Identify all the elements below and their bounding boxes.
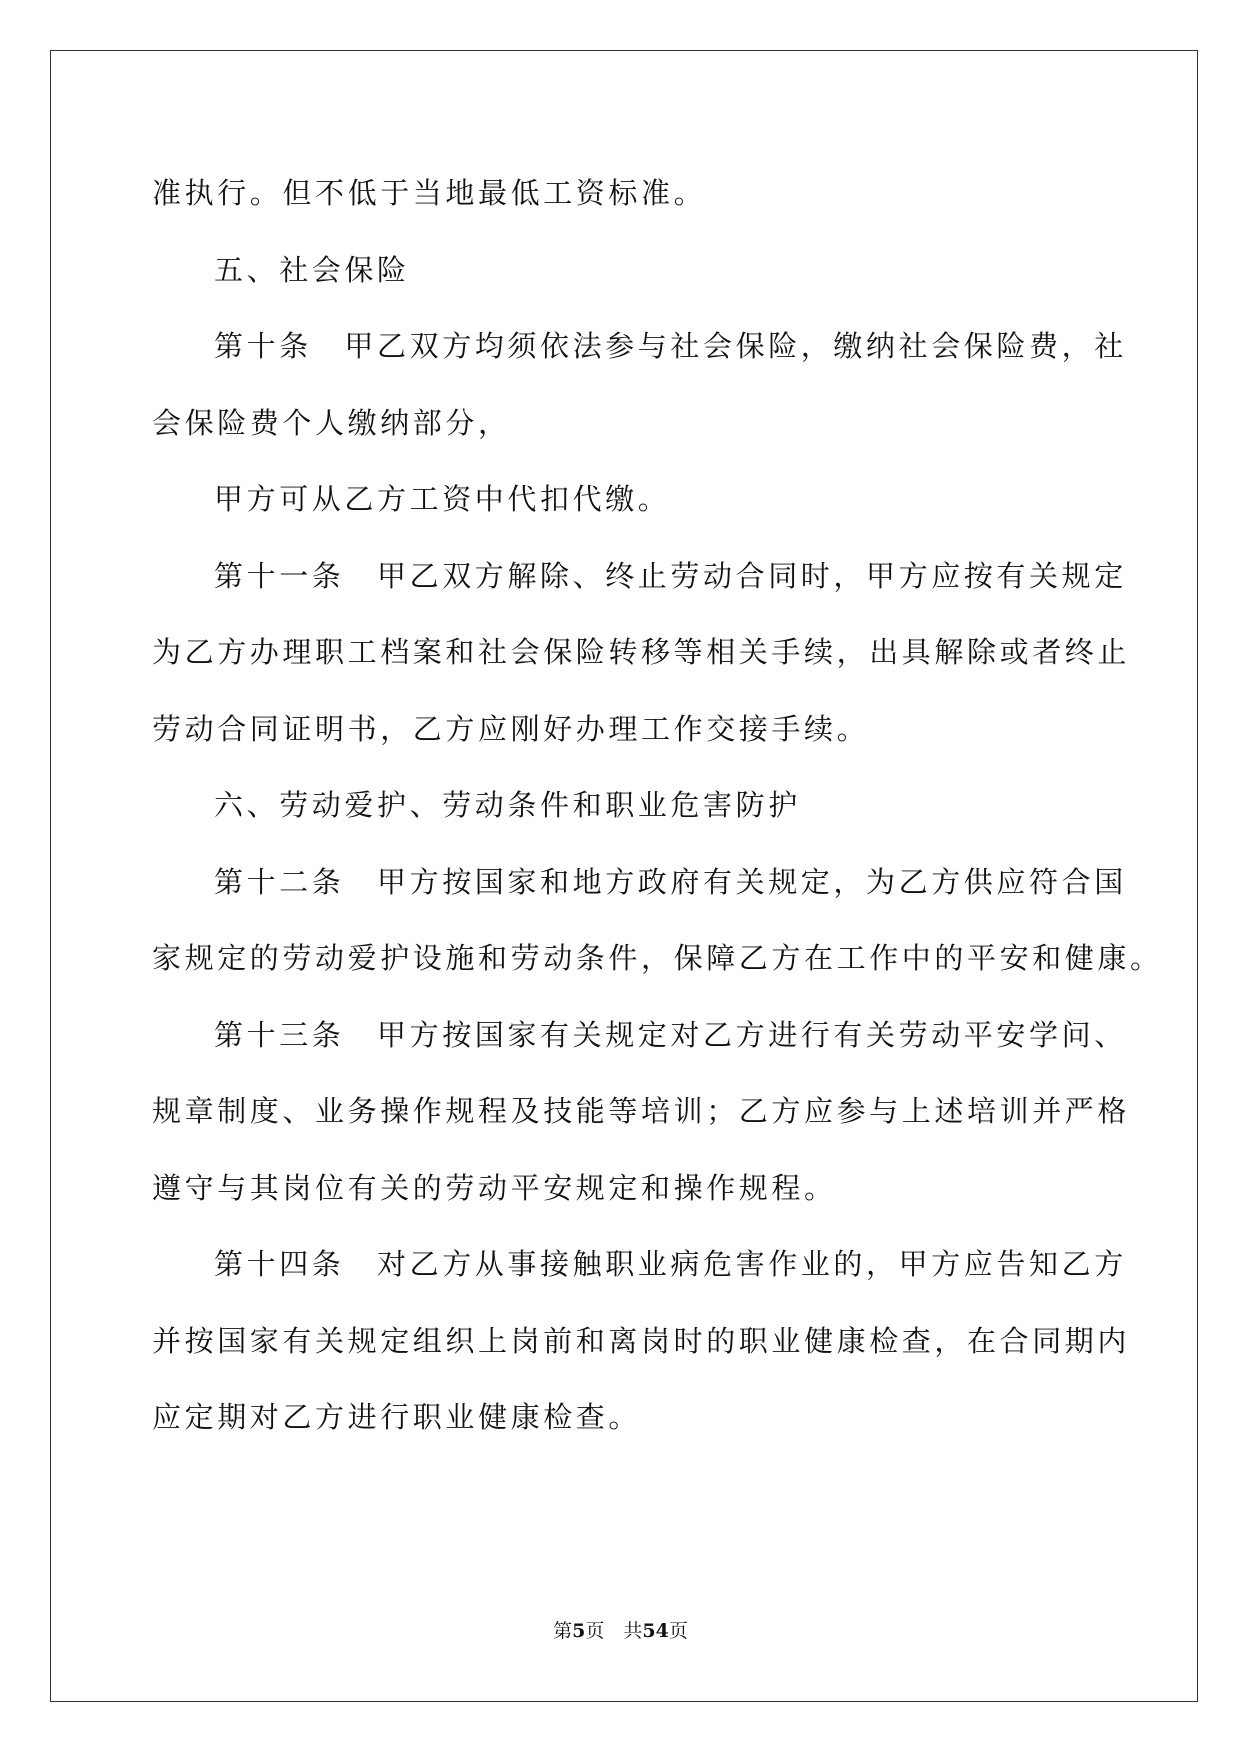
article-12-line-2: 家规定的劳动爱护设施和劳动条件，保障乙方在工作中的平安和健康。	[152, 941, 1163, 975]
total-pages: 54	[642, 1620, 669, 1642]
text-line-deduction: 甲方可从乙方工资中代扣代缴。	[214, 482, 671, 516]
article-14-line-2: 并按国家有关规定组织上岗前和离岗时的职业健康检查，在合同期内	[152, 1324, 1131, 1358]
article-10-line-2: 会保险费个人缴纳部分，	[152, 406, 511, 440]
article-11-line-2: 为乙方办理职工档案和社会保险转移等相关手续，出具解除或者终止	[152, 635, 1131, 669]
page-suffix: 页 共	[585, 1620, 643, 1642]
article-11-line-1: 第十一条 甲乙双方解除、终止劳动合同时，甲方应按有关规定	[214, 559, 1127, 593]
page-number: 5	[572, 1620, 586, 1642]
article-10-line-1: 第十条 甲乙双方均须依法参与社会保险，缴纳社会保险费，社	[214, 329, 1127, 363]
text-line-1: 准执行。但不低于当地最低工资标准。	[152, 176, 707, 210]
article-13-line-2: 规章制度、业务操作规程及技能等培训；乙方应参与上述培训并严格	[152, 1094, 1131, 1128]
article-13-line-3: 遵守与其岗位有关的劳动平安规定和操作规程。	[152, 1171, 837, 1205]
article-14-line-1: 第十四条 对乙方从事接触职业病危害作业的，甲方应告知乙方	[214, 1247, 1127, 1281]
article-12-line-1: 第十二条 甲方按国家和地方政府有关规定，为乙方供应符合国	[214, 865, 1127, 899]
section-heading-labor-protection: 六、劳动爱护、劳动条件和职业危害防护	[214, 788, 801, 822]
section-heading-social-insurance: 五、社会保险	[214, 253, 410, 287]
page-prefix: 第	[553, 1620, 573, 1642]
page-footer	[0, 1616, 1241, 1643]
article-14-line-3: 应定期对乙方进行职业健康检查。	[152, 1400, 642, 1434]
article-13-line-1: 第十三条 甲方按国家有关规定对乙方进行有关劳动平安学问、	[214, 1018, 1127, 1052]
total-suffix: 页	[668, 1620, 688, 1642]
article-11-line-3: 劳动合同证明书，乙方应刚好办理工作交接手续。	[152, 712, 870, 746]
